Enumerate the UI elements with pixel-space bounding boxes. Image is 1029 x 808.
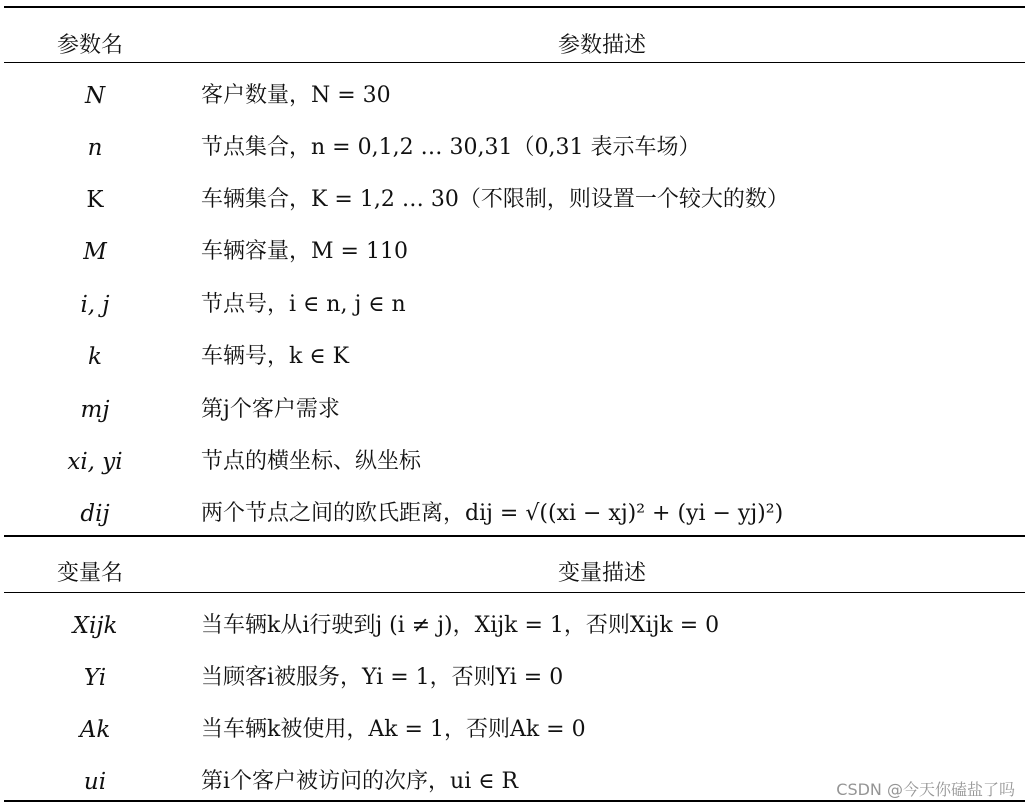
param-row-M — [0, 226, 1029, 278]
param-row-xy — [0, 436, 1029, 488]
var-row-Y — [0, 652, 1029, 704]
symbol-ij: i, j — [80, 292, 110, 318]
param-row-ij — [0, 279, 1029, 331]
desc-Ak: 当车辆k被使用，Ak = 1，否则Ak = 0 — [201, 717, 586, 742]
desc-dij: 两个节点之间的欧氏距离，dij = √((xi − xj)² + (yi − yj)²) — [201, 501, 784, 526]
param-row-n — [0, 122, 1029, 174]
symbol-M: M — [83, 239, 107, 265]
watermark: CSDN @今天你磕盐了吗 — [836, 780, 1015, 799]
symbol-ui: ui — [83, 769, 107, 795]
var-row-X — [0, 600, 1029, 652]
desc-Xijk: 当车辆k从i行驶到j (i ≠ j)，Xijk = 1，否则Xijk = 0 — [201, 613, 720, 638]
desc-k: 车辆号，k ∈ K — [201, 344, 350, 369]
symbol-k: k — [88, 344, 102, 370]
param-desc-header: 参数描述 — [558, 33, 647, 58]
symbol-n: n — [87, 135, 103, 161]
symbol-Ak: Ak — [79, 717, 111, 743]
symbol-Xijk: Xijk — [72, 613, 118, 639]
desc-ui: 第i个客户被访问的次序，ui ∈ R — [201, 769, 519, 794]
param-row-dij — [0, 488, 1029, 540]
symbol-N: N — [84, 83, 106, 109]
desc-K: 车辆集合，K = 1,2 … 30（不限制，则设置一个较大的数） — [201, 187, 789, 212]
header-rule-2 — [4, 592, 1025, 593]
param-row-N — [0, 70, 1029, 122]
header-rule-1 — [4, 62, 1025, 63]
var-row-A — [0, 704, 1029, 756]
param-name-header: 参数名 — [57, 33, 124, 58]
desc-N: 客户数量，N = 30 — [201, 83, 391, 108]
desc-n: 节点集合，n = 0,1,2 … 30,31（0,31 表示车场） — [201, 135, 701, 160]
desc-Yi: 当顾客i被服务，Yi = 1，否则Yi = 0 — [201, 665, 564, 690]
var-desc-header: 变量描述 — [558, 561, 647, 586]
desc-mj: 第j个客户需求 — [201, 397, 340, 422]
param-row-K — [0, 174, 1029, 226]
symbol-xy: xi, yi — [67, 449, 123, 475]
var-name-header: 变量名 — [57, 561, 124, 586]
symbol-dij: dij — [80, 501, 110, 527]
param-row-mj — [0, 384, 1029, 436]
desc-ij: 节点号，i ∈ n, j ∈ n — [201, 292, 406, 317]
param-row-k — [0, 331, 1029, 383]
symbol-Yi: Yi — [83, 665, 107, 691]
desc-M: 车辆容量，M = 110 — [201, 239, 408, 264]
symbol-K: K — [86, 187, 104, 213]
desc-xy: 节点的横坐标、纵坐标 — [201, 449, 422, 474]
symbol-mj: mj — [80, 397, 110, 423]
top-rule — [4, 6, 1025, 8]
